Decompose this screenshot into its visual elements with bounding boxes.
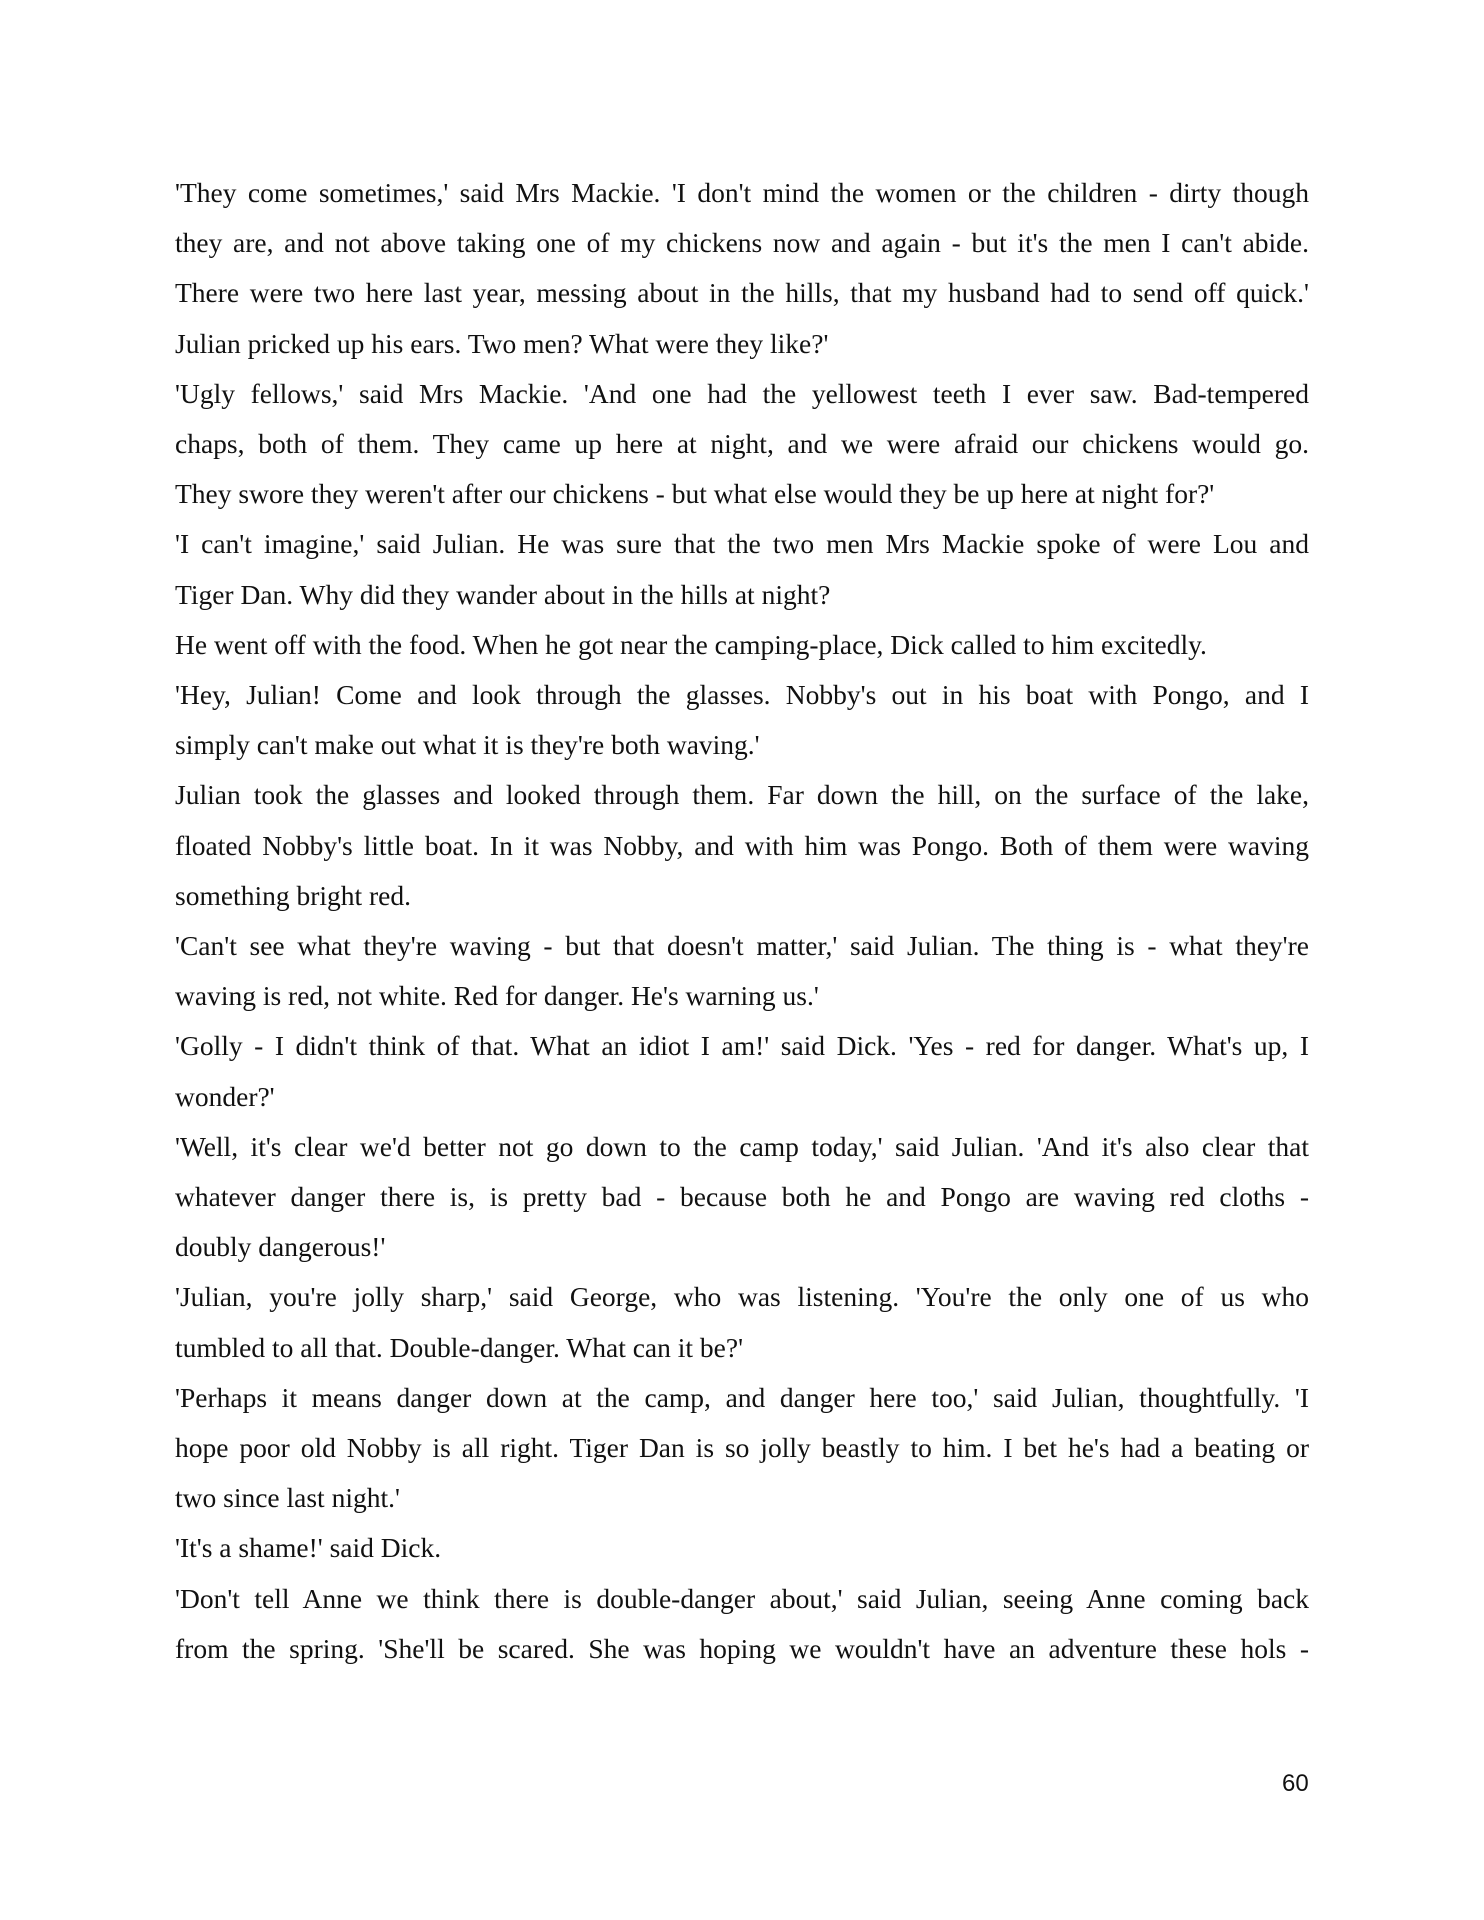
text-line: 'Julian, you're jolly sharp,' said George, who was listening. 'You're the only one of us who — [175, 1281, 1309, 1313]
text-line: whatever danger there is, is pretty bad - because both he and Pongo are waving red cloths - — [175, 1181, 1309, 1213]
text-line: something bright red. — [175, 879, 412, 911]
text-line: They swore they weren't after our chickens - but what else would they be up here at night for?' — [175, 478, 1215, 510]
text-line: they are, and not above taking one of my chickens now and again - but it's the men I can't abide. — [175, 227, 1309, 259]
text-line: 'Well, it's clear we'd better not go down to the camp today,' said Julian. 'And it's also clear that — [175, 1130, 1309, 1162]
text-line: tumbled to all that. Double-danger. What can it be?' — [175, 1331, 744, 1363]
text-line: from the spring. 'She'll be scared. She was hoping we wouldn't have an adventure these hols - — [175, 1632, 1309, 1664]
text-line: Julian pricked up his ears. Two men? What were they like?' — [175, 327, 829, 359]
text-line: He went off with the food. When he got near the camping-place, Dick called to him excitedly. — [175, 628, 1207, 660]
text-line: two since last night.' — [175, 1482, 400, 1514]
text-line: There were two here last year, messing about in the hills, that my husband had to send off quick.' — [175, 277, 1309, 309]
text-line: wonder?' — [175, 1080, 275, 1112]
text-line: simply can't make out what it is they're both waving.' — [175, 729, 760, 761]
text-line: chaps, both of them. They came up here at night, and we were afraid our chickens would go. — [175, 428, 1309, 460]
text-line: Julian took the glasses and looked through them. Far down the hill, on the surface of the lake, — [175, 779, 1309, 811]
text-line: hope poor old Nobby is all right. Tiger Dan is so jolly beastly to him. I bet he's had a beating or — [175, 1432, 1309, 1464]
text-line: 'Ugly fellows,' said Mrs Mackie. 'And one had the yellowest teeth I ever saw. Bad-tempered — [175, 377, 1309, 409]
text-line: 'They come sometimes,' said Mrs Mackie. 'I don't mind the women or the children - dirty though — [175, 177, 1309, 208]
text-line: floated Nobby's little boat. In it was Nobby, and with him was Pongo. Both of them were waving — [175, 829, 1309, 861]
text-line: Tiger Dan. Why did they wander about in the hills at night? — [175, 578, 831, 610]
text-line: 'Can't see what they're waving - but that doesn't matter,' said Julian. The thing is - what they're — [175, 930, 1309, 962]
text-line: 'Don't tell Anne we think there is double-danger about,' said Julian, seeing Anne coming back — [175, 1582, 1309, 1614]
text-line: 'Perhaps it means danger down at the camp, and danger here too,' said Julian, thoughtfully. 'I — [175, 1381, 1309, 1413]
body-text — [175, 168, 1309, 1674]
text-line: waving is red, not white. Red for danger. He's warning us.' — [175, 980, 819, 1012]
text-line: 'It's a shame!' said Dick. — [175, 1532, 442, 1564]
text-line: 'I can't imagine,' said Julian. He was sure that the two men Mrs Mackie spoke of were Lou and — [175, 528, 1309, 560]
text-line: 'Golly - I didn't think of that. What an idiot I am!' said Dick. 'Yes - red for danger. What's up, I — [175, 1030, 1309, 1062]
text-line: doubly dangerous!' — [175, 1231, 386, 1263]
text-line: 'Hey, Julian! Come and look through the glasses. Nobby's out in his boat with Pongo, and I — [175, 679, 1309, 711]
page-number: 60 — [1282, 1770, 1309, 1797]
